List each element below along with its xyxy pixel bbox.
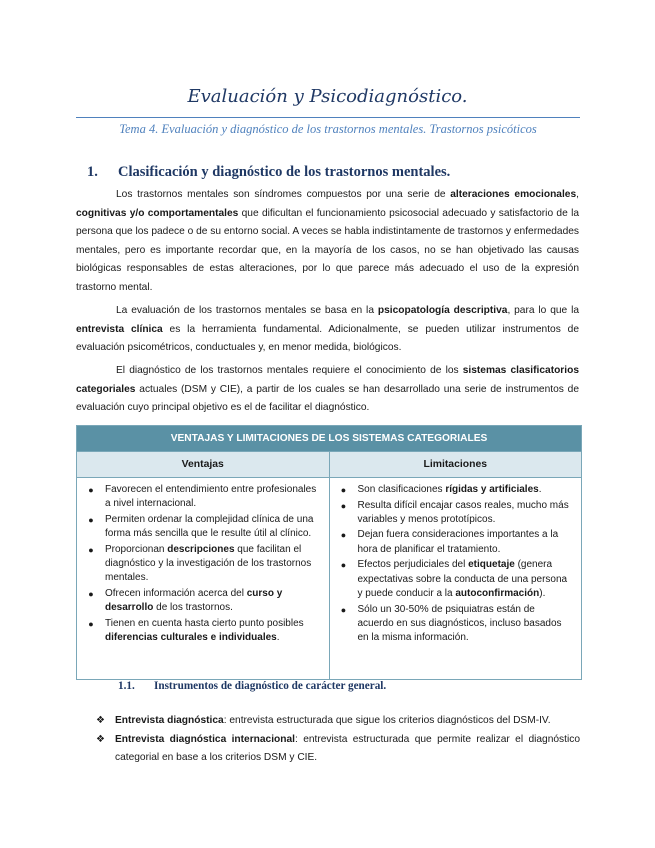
subsection-number: 1.1.: [118, 680, 135, 692]
bold-term: cognitivas y/o comportamentales: [76, 207, 239, 219]
bullet-icon: ●: [340, 560, 347, 571]
list-item: [85, 587, 321, 616]
diamond-bullet-icon: ❖: [96, 715, 105, 726]
instruments-list: [96, 712, 580, 768]
subsection-heading: [118, 680, 386, 692]
text-run: Permiten ordenar la complejidad clínica de una forma más sencilla que le resulte útil al clínico.: [105, 513, 314, 540]
bold-term: sistemas clasificatorios categoriales: [76, 365, 579, 395]
list-item: [338, 528, 574, 557]
text-run: : entrevista estructurada que permite realizar el diagnóstico categorial en base a los criterios DSM y CIE.: [115, 733, 580, 764]
bullet-icon: ●: [340, 530, 347, 541]
text-run: .: [538, 484, 542, 495]
bold-term: Entrevista diagnóstica internacional: [115, 733, 295, 745]
bullet-icon: ●: [340, 485, 347, 495]
ventajas-list: [85, 483, 321, 645]
paragraph-evaluation: [76, 302, 579, 358]
text-run: Favorecen el entendimiento entre profesionales a nivel internacional.: [105, 484, 317, 510]
subsection-title: Instrumentos de diagnóstico de carácter general.: [154, 680, 387, 692]
section-heading: [87, 164, 450, 181]
bold-term: autoconfirmación: [455, 587, 540, 599]
bold-term: alteraciones emocionales: [450, 189, 577, 200]
bullet-icon: ●: [88, 514, 94, 525]
section-number: 1.: [87, 164, 98, 180]
text-run: Los trastornos mentales son síndromes compuestos por una serie de: [116, 189, 451, 200]
text-run: Tienen en cuenta hasta cierto punto posibles: [105, 617, 304, 629]
paragraph-diagnosis: [76, 362, 579, 418]
text-run: que facilitan el diagnóstico y la investigación de los trastornos mentales.: [105, 543, 312, 584]
list-item: [338, 603, 574, 646]
bold-term: Entrevista diagnóstica: [115, 715, 224, 726]
comparison-table: [76, 425, 582, 680]
bold-term: descripciones: [167, 543, 235, 555]
list-item: [338, 499, 574, 528]
bullet-icon: ●: [88, 588, 94, 599]
text-run: Efectos perjudiciales del: [357, 559, 469, 571]
text-run: : entrevista estructurada que sigue los criterios diagnósticos del DSM-IV.: [223, 715, 551, 726]
section-title: Clasificación y diagnóstico de los trastornos mentales.: [118, 164, 451, 180]
text-run: , para lo que la: [507, 305, 580, 316]
list-item: [85, 483, 321, 512]
text-run: Resulta difícil encajar casos reales, mucho más variables y menos prototípicos.: [357, 499, 569, 525]
bullet-icon: ●: [88, 544, 94, 555]
text-run: actuales (DSM y CIE), a partir de los cuales se han desarrollado una serie de instrumentos de evaluación cuyo principal objetivo es el de facilitar el diagnóstico.: [76, 383, 579, 414]
text-run: La evaluación de los trastornos mentales se basa en la: [116, 305, 378, 316]
list-item: [85, 617, 321, 646]
bullet-icon: ●: [340, 500, 347, 511]
bullet-icon: ●: [88, 485, 94, 495]
bold-term: diferencias culturales e individuales: [105, 632, 277, 644]
text-run: que dificultan el funcionamiento psicosocial adecuado y satisfactorio de la persona que los padece o de su entorno social. A veces se habla indistintamente de trastornos y enfermedades mentales, pero es importante recordar que, en la mayoría de los casos, no se han objetivado las causas biológicas responsables de estas alteraciones, por lo que parece más adecuado el uso de la expresión trastorno mental.: [76, 207, 579, 293]
column-limitaciones: [329, 452, 582, 679]
bullet-icon: ●: [88, 618, 94, 629]
text-run: (genera expectativas sobre la conducta de una persona y puede conducir a la: [357, 559, 568, 599]
bold-term: psicopatología descriptiva: [377, 305, 508, 316]
document-title: Evaluación y Psicodiagnóstico.: [187, 86, 468, 107]
column-ventajas: [77, 452, 329, 679]
list-item: [85, 543, 321, 586]
table-title: VENTAJAS Y LIMITACIONES DE LOS SISTEMAS CATEGORIALES: [77, 426, 581, 451]
text-run: Ofrecen información acerca del: [105, 587, 247, 599]
instrument-item: [96, 712, 580, 731]
instrument-item: [96, 731, 580, 768]
list-item: [338, 483, 574, 497]
text-run: Sólo un 30-50% de psiquiatras están de acuerdo en sus diagnósticos, incluso basados en la misma información.: [357, 603, 562, 644]
limitaciones-list: [338, 483, 574, 645]
text-run: de los trastornos.: [153, 602, 233, 614]
text-run: .: [276, 632, 280, 644]
text-run: Dejan fuera consideraciones importantes a la hora de planificar el tratamiento.: [357, 529, 559, 555]
text-run: es la herramienta fundamental. Adicionalmente, se pueden utilizar instrumentos de evaluación psicométricos, conductuales y, en menor medida, biológicos.: [76, 323, 579, 354]
bold-term: curso y desarrollo: [105, 587, 283, 614]
bold-term: rígidas y artificiales: [445, 484, 539, 495]
text-run: El diagnóstico de los trastornos mentales requiere el conocimiento de los: [116, 365, 463, 376]
bold-term: etiquetaje: [468, 559, 515, 571]
paragraph-definition: [76, 186, 579, 298]
list-item: [338, 558, 574, 601]
text-run: Proporcionan: [105, 543, 168, 555]
diamond-bullet-icon: ❖: [96, 733, 105, 745]
document-subtitle: Tema 4. Evaluación y diagnóstico de los trastornos mentales. Trastornos psicóticos: [76, 117, 580, 137]
bold-term: entrevista clínica: [76, 323, 163, 335]
list-item: [85, 513, 321, 542]
text-run: Son clasificaciones: [357, 484, 446, 495]
text-run: ,: [576, 189, 579, 200]
column-header-ventajas: Ventajas: [77, 452, 329, 478]
bullet-icon: ●: [340, 604, 347, 615]
column-header-limitaciones: Limitaciones: [330, 452, 582, 478]
text-run: ).: [539, 587, 546, 599]
